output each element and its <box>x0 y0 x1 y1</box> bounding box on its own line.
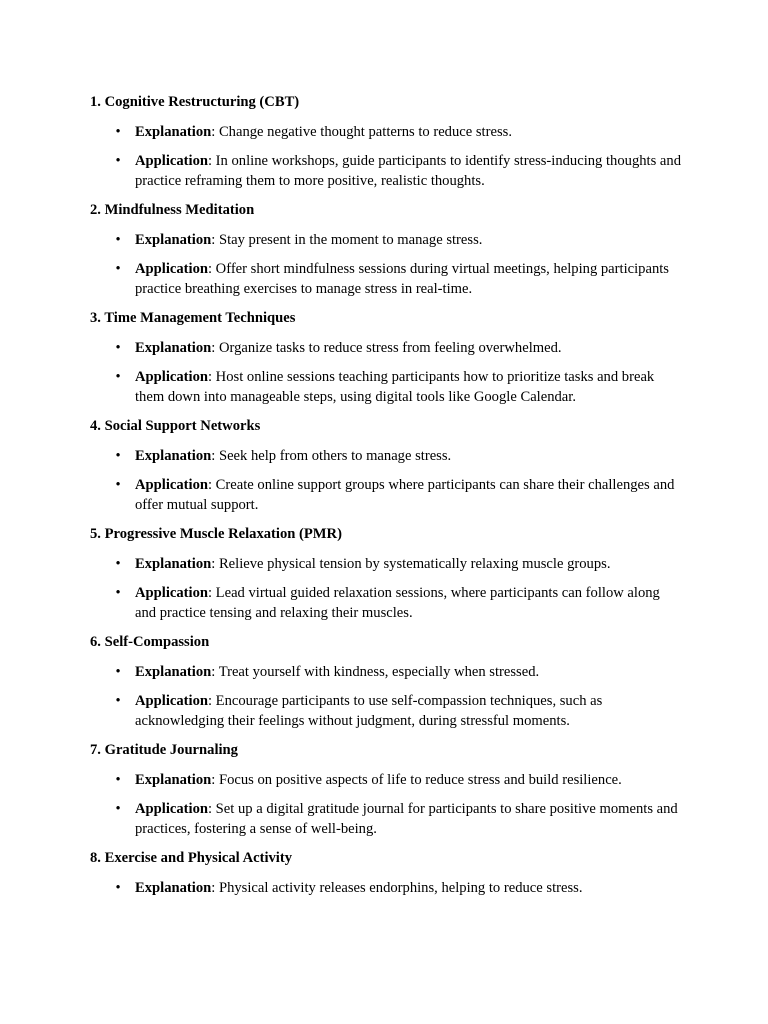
bullet-list <box>90 663 682 732</box>
item-description: : Host online sessions teaching participants how to prioritize tasks and break them down into manageable steps, using digital tools like Google Calendar. <box>135 369 655 405</box>
item-term: Explanation <box>135 879 212 896</box>
list-item <box>90 663 682 683</box>
item-description: : Seek help from others to manage stress. <box>211 447 452 464</box>
item-description: : In online workshops, guide participants to identify stress-inducing thoughts and practice reframing them to more positive, realistic thoughts. <box>135 153 681 189</box>
list-item <box>90 692 682 731</box>
section-heading: 3. Time Management Techniques <box>90 310 296 326</box>
list-item <box>90 123 682 143</box>
bullet-list <box>90 447 682 516</box>
item-description: : Organize tasks to reduce stress from feeling overwhelmed. <box>211 339 562 356</box>
item-description: : Lead virtual guided relaxation sessions, where participants can follow along and practice tensing and relaxing their muscles. <box>135 585 660 621</box>
list-item <box>90 368 682 407</box>
bullet-list <box>90 339 682 408</box>
bullet-icon: • <box>115 369 121 385</box>
item-term: Explanation <box>135 447 212 464</box>
bullet-icon: • <box>115 555 121 572</box>
section-heading: 8. Exercise and Physical Activity <box>90 850 293 866</box>
bullet-icon: • <box>115 585 121 601</box>
bullet-list <box>90 231 682 300</box>
section-heading: 1. Cognitive Restructuring (CBT) <box>90 94 300 110</box>
section <box>90 849 682 898</box>
list-item <box>90 260 682 299</box>
bullet-icon: • <box>115 801 121 817</box>
section-heading: 7. Gratitude Journaling <box>90 742 238 758</box>
item-term: Explanation <box>135 663 212 680</box>
item-description: : Change negative thought patterns to reduce stress. <box>211 123 512 140</box>
item-description: : Create online support groups where participants can share their challenges and offer mutual support. <box>135 477 675 513</box>
item-term: Application <box>135 369 208 385</box>
list-item <box>90 231 682 251</box>
bullet-icon: • <box>115 339 121 356</box>
item-description: : Treat yourself with kindness, especially when stressed. <box>211 663 540 680</box>
item-description: : Offer short mindfulness sessions during virtual meetings, helping participants practice breathing exercises to manage stress in real-time. <box>135 261 669 297</box>
section-heading: 2. Mindfulness Meditation <box>90 202 255 218</box>
item-term: Application <box>135 693 208 709</box>
section <box>90 201 682 299</box>
item-term: Explanation <box>135 555 212 572</box>
list-item <box>90 879 682 899</box>
item-description: : Relieve physical tension by systematically relaxing muscle groups. <box>211 555 611 572</box>
bullet-list <box>90 555 682 624</box>
item-description: : Set up a digital gratitude journal for participants to share positive moments and practices, fostering a sense of well-being. <box>135 801 678 837</box>
bullet-icon: • <box>115 693 121 709</box>
bullet-list <box>90 879 682 899</box>
section <box>90 525 682 623</box>
bullet-icon: • <box>115 663 121 680</box>
item-term: Explanation <box>135 123 212 140</box>
section <box>90 633 682 731</box>
section-heading: 4. Social Support Networks <box>90 418 261 434</box>
item-term: Explanation <box>135 231 212 248</box>
list-item <box>90 152 682 191</box>
bullet-icon: • <box>115 771 121 788</box>
item-term: Application <box>135 585 208 601</box>
item-description: : Physical activity releases endorphins, helping to reduce stress. <box>211 879 583 896</box>
item-description: : Stay present in the moment to manage stress. <box>211 231 483 248</box>
item-description: : Focus on positive aspects of life to reduce stress and build resilience. <box>211 771 622 788</box>
list-item <box>90 476 682 515</box>
item-term: Explanation <box>135 771 212 788</box>
list-item <box>90 555 682 575</box>
bullet-icon: • <box>115 123 121 140</box>
item-term: Explanation <box>135 339 212 356</box>
item-description: : Encourage participants to use self-compassion techniques, such as acknowledging their feelings without judgment, during stressful moments. <box>135 693 603 729</box>
bullet-icon: • <box>115 231 121 248</box>
item-term: Application <box>135 153 208 169</box>
bullet-icon: • <box>115 447 121 464</box>
section <box>90 741 682 839</box>
section-heading: 5. Progressive Muscle Relaxation (PMR) <box>90 526 342 542</box>
section-heading: 6. Self-Compassion <box>90 634 210 650</box>
bullet-icon: • <box>115 153 121 169</box>
list-item <box>90 771 682 791</box>
section <box>90 309 682 407</box>
document-body <box>90 93 682 898</box>
bullet-icon: • <box>115 477 121 493</box>
section <box>90 417 682 515</box>
item-term: Application <box>135 261 208 277</box>
item-term: Application <box>135 801 208 817</box>
list-item <box>90 339 682 359</box>
list-item <box>90 800 682 839</box>
section <box>90 93 682 191</box>
bullet-list <box>90 123 682 192</box>
list-item <box>90 584 682 623</box>
bullet-icon: • <box>115 879 121 896</box>
list-item <box>90 447 682 467</box>
bullet-icon: • <box>115 261 121 277</box>
item-term: Application <box>135 477 208 493</box>
bullet-list <box>90 771 682 840</box>
